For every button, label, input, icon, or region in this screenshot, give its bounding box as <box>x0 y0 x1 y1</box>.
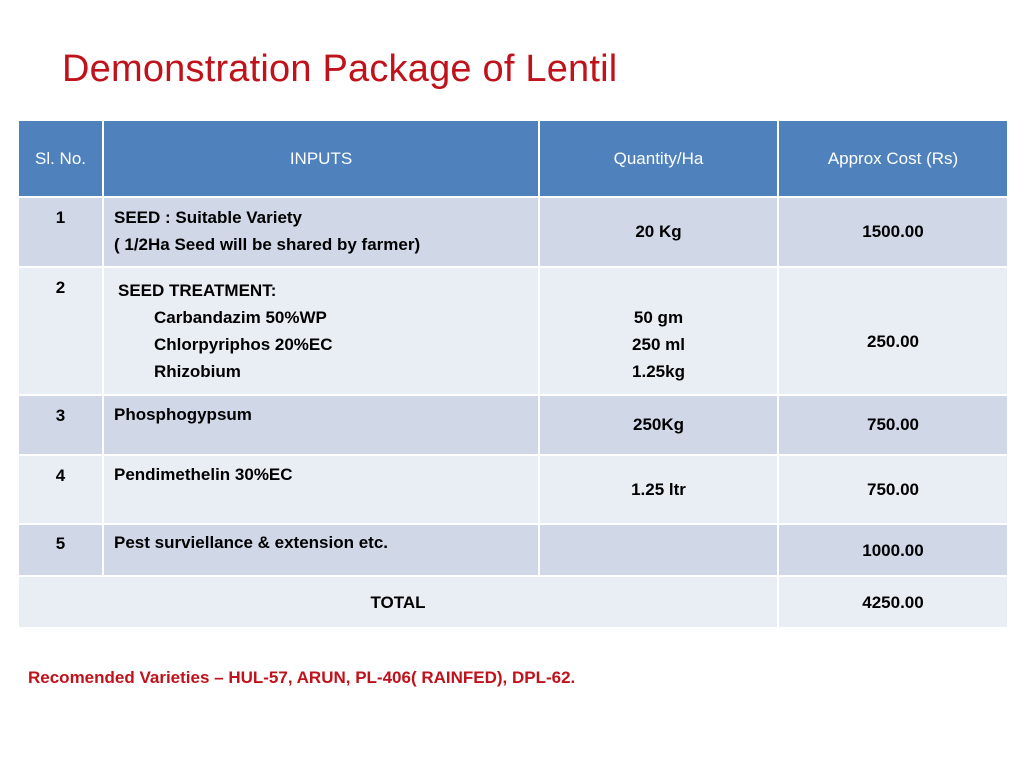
row-sl-no: 2 <box>18 267 103 395</box>
row-sl-no: 4 <box>18 455 103 524</box>
row-cost: 750.00 <box>778 395 1008 455</box>
row-inputs <box>103 267 539 395</box>
row-cost: 1500.00 <box>778 197 1008 267</box>
row-cost: 250.00 <box>778 267 1008 395</box>
table-header-row <box>18 120 1008 197</box>
total-label: TOTAL <box>18 576 778 628</box>
input-line: SEED : Suitable Variety <box>114 208 303 227</box>
header-sl-no: Sl. No. <box>18 120 103 197</box>
header-cost: Approx Cost (Rs) <box>778 120 1008 197</box>
header-quantity: Quantity/Ha <box>539 120 778 197</box>
row-inputs <box>103 197 539 267</box>
table-row <box>18 197 1008 267</box>
input-heading: SEED TREATMENT: <box>118 281 277 300</box>
total-row <box>18 576 1008 628</box>
table-row <box>18 267 1008 395</box>
input-line: Rhizobium <box>154 362 241 381</box>
input-line: Carbandazim 50%WP <box>154 308 327 327</box>
row-quantity <box>539 267 778 395</box>
quantity-line: 1.25kg <box>632 362 685 381</box>
row-sl-no: 5 <box>18 524 103 576</box>
quantity-line: 250 ml <box>632 335 685 354</box>
table-row <box>18 455 1008 524</box>
quantity-line: 50 gm <box>633 308 684 327</box>
input-line: Chlorpyriphos 20%EC <box>154 335 333 354</box>
row-inputs: Pest surviellance & extension etc. <box>103 524 539 576</box>
row-quantity <box>539 524 778 576</box>
table-row <box>18 395 1008 455</box>
recommended-varieties-note: Recomended Varieties – HUL-57, ARUN, PL-406( RAINFED), DPL-62. <box>28 668 576 687</box>
row-cost: 750.00 <box>778 455 1008 524</box>
row-quantity: 20 Kg <box>539 197 778 267</box>
row-quantity: 250Kg <box>539 395 778 455</box>
slide-title: Demonstration Package of Lentil <box>62 48 618 90</box>
package-table <box>17 119 1009 629</box>
row-sl-no: 3 <box>18 395 103 455</box>
table-row <box>18 524 1008 576</box>
row-inputs: Pendimethelin 30%EC <box>103 455 539 524</box>
header-inputs: INPUTS <box>103 120 539 197</box>
total-cost: 4250.00 <box>778 576 1008 628</box>
row-sl-no: 1 <box>18 197 103 267</box>
row-inputs: Phosphogypsum <box>103 395 539 455</box>
row-cost: 1000.00 <box>778 524 1008 576</box>
input-line: ( 1/2Ha Seed will be shared by farmer) <box>114 235 421 254</box>
row-quantity: 1.25 ltr <box>539 455 778 524</box>
